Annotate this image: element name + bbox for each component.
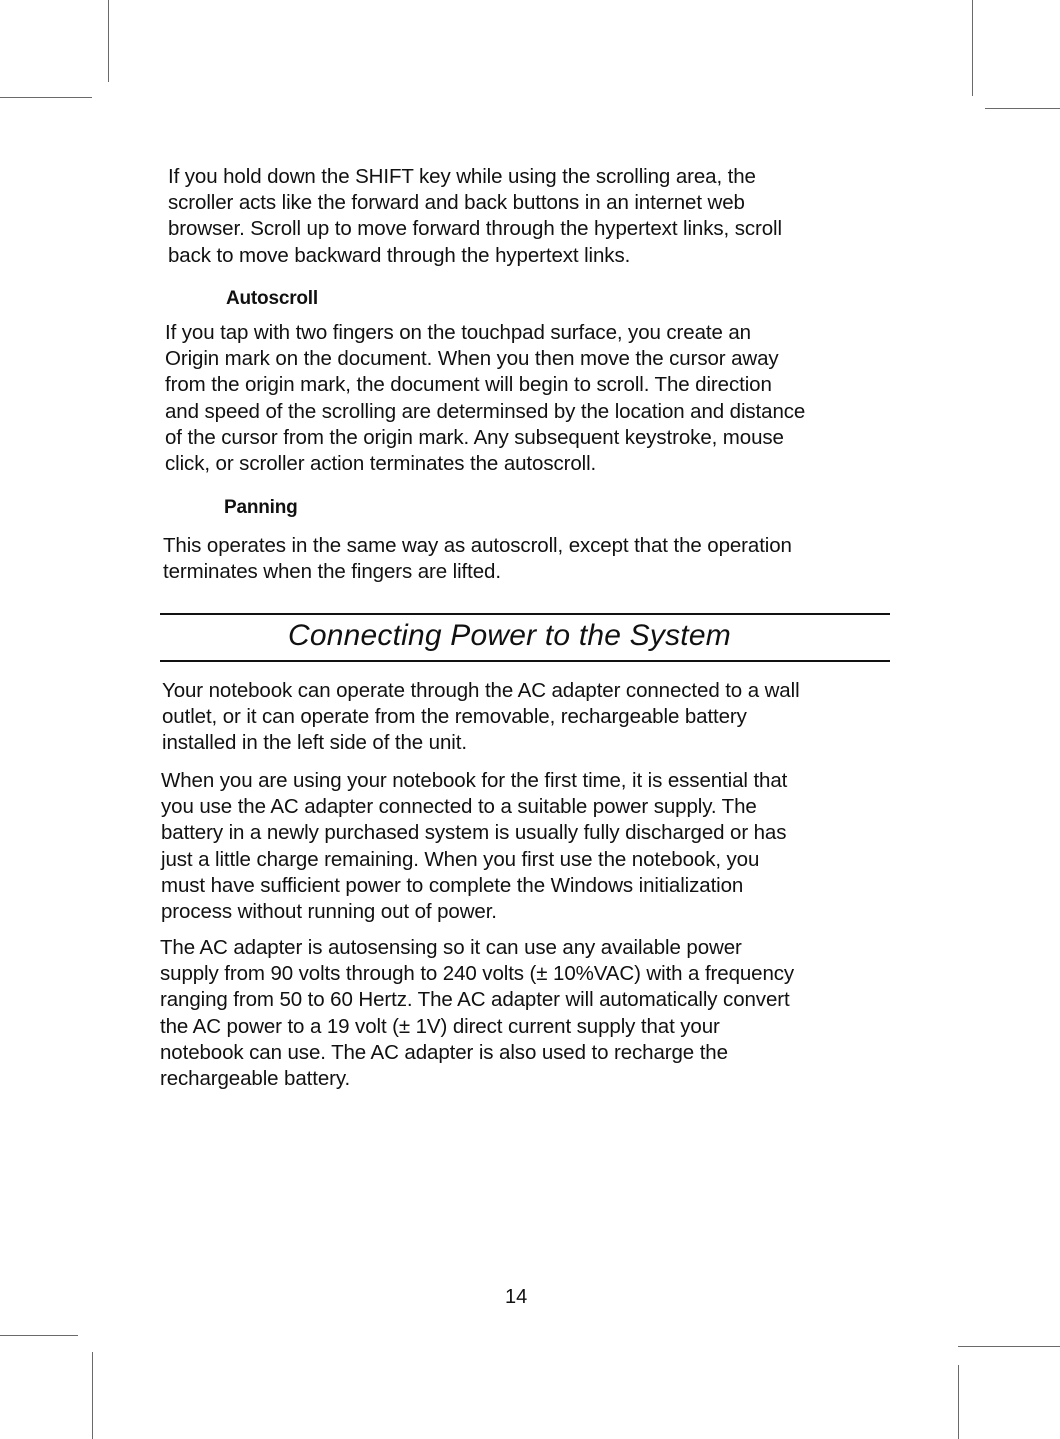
power-paragraph — [160, 935, 794, 1092]
section-rule-bottom — [160, 660, 890, 662]
autoscroll-line: If you tap with two fingers on the touchpad surface, you create an — [165, 321, 751, 344]
panning-line: This operates in the same way as autoscroll, except that the operation — [163, 534, 792, 557]
power-line: the AC power to a 19 volt (± 1V) direct current supply that your — [160, 1014, 720, 1038]
autoscroll-line: of the cursor from the origin mark. Any subsequent keystroke, mouse — [165, 425, 784, 449]
autoscroll-line: Origin mark on the document. When you then move the cursor away — [165, 347, 779, 371]
autoscroll-line: click, or scroller action terminates the autoscroll. — [165, 452, 597, 476]
power-line: notebook can use. The AC adapter is also used to recharge the — [160, 1040, 728, 1064]
power-line: supply from 90 volts through to 240 volts (± 10%VAC) with a frequency — [160, 962, 795, 986]
autoscroll-heading: Autoscroll — [226, 288, 318, 309]
power-line: The AC adapter is autosensing so it can use any available power — [160, 936, 742, 959]
crop-mark-top-right — [972, 0, 973, 96]
power-line: battery in a newly purchased system is usually fully discharged or has — [161, 821, 787, 845]
crop-mark-top-left — [108, 0, 109, 82]
intro-paragraph — [168, 164, 782, 269]
crop-mark-top-right-horizontal — [985, 108, 1060, 109]
power-line: Your notebook can operate through the AC adapter connected to a wall — [162, 679, 800, 702]
panning-line: terminates when the fingers are lifted. — [163, 560, 501, 584]
crop-mark-bottom-left — [92, 1352, 93, 1439]
section-rule-top — [160, 613, 890, 615]
section-title: Connecting Power to the System — [288, 619, 731, 652]
power-paragraph — [161, 768, 787, 925]
power-paragraph — [162, 678, 800, 757]
power-line: outlet, or it can operate from the removable, rechargeable battery — [162, 705, 747, 729]
intro-line: back to move backward through the hypertext links. — [168, 243, 631, 267]
power-line: just a little charge remaining. When you first use the notebook, you — [161, 847, 760, 871]
crop-mark-top-left-horizontal — [0, 97, 92, 98]
power-line: process without running out of power. — [161, 900, 497, 924]
power-line: must have sufficient power to complete the Windows initialization — [161, 873, 744, 897]
autoscroll-line: and speed of the scrolling are determinsed by the location and distance — [165, 399, 806, 423]
panning-heading: Panning — [224, 497, 298, 518]
power-line: When you are using your notebook for the first time, it is essential that — [161, 769, 788, 792]
autoscroll-line: from the origin mark, the document will begin to scroll. The direction — [165, 373, 772, 397]
intro-line: scroller acts like the forward and back buttons in an internet web — [168, 191, 745, 215]
power-line: you use the AC adapter connected to a suitable power supply. The — [161, 795, 757, 819]
panning-paragraph — [163, 533, 792, 585]
crop-mark-bottom-right-horizontal — [958, 1346, 1060, 1347]
power-line: installed in the left side of the unit. — [162, 731, 467, 755]
page-number: 14 — [505, 1286, 528, 1308]
intro-line: browser. Scroll up to move forward through the hypertext links, scroll — [168, 217, 782, 241]
intro-line: If you hold down the SHIFT key while using the scrolling area, the — [168, 165, 756, 188]
crop-mark-bottom-right — [958, 1365, 959, 1439]
power-line: rechargeable battery. — [160, 1067, 351, 1091]
crop-mark-bottom-left-horizontal — [0, 1335, 78, 1336]
autoscroll-paragraph — [165, 320, 805, 477]
power-line: ranging from 50 to 60 Hertz. The AC adapter will automatically convert — [160, 988, 790, 1012]
